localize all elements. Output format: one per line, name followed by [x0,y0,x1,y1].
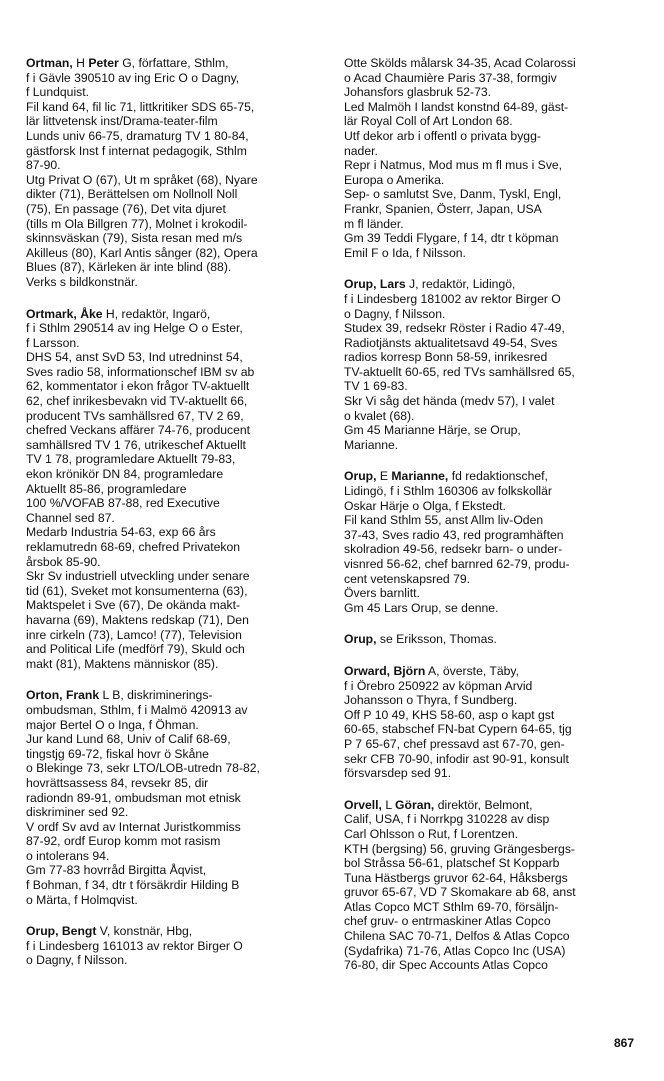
entry-heading [26,307,298,322]
entry-name: Orup, [344,469,377,484]
biography-entry [344,798,616,973]
entry-line: o intolerans 94. [26,848,110,863]
entry-line: lär littvetensk inst/Drama-teater-film [26,114,218,129]
entry-line: tingstjg 69-72, fiskal hovr ö Skåne [26,746,209,761]
biography-entry [344,632,616,647]
entry-line: TV-aktuellt 60-65, red TVs samhällsred 65, [344,364,575,379]
entry-line: makt (81), Maktens människor (85). [26,656,219,671]
entry-line: diskriminer sed 92. [26,805,129,820]
entry-line: m fl länder. [344,216,404,231]
entry-name: Orup, Lars [344,277,406,292]
entry-line: sekr CFB 70-90, infodir ast 90-91, konsult [344,751,569,766]
entry-line: o Blekinge 73, sekr LTO/LOB-utredn 78-82, [26,761,260,776]
entry-line: 100 %/VOFAB 87-88, red Executive [26,496,220,511]
entry-line: radiondn 89-91, ombudsman mot etnisk [26,790,241,805]
entry-line: major Bertel O o Inga, f Öhman. [26,717,199,732]
entry-line: 62, chef inrikesbevakn vid TV-aktuellt 66, [26,394,248,409]
entry-line: gästforsk Inst f internat pedagogik, Sthlm [26,143,247,158]
entry-heading-text: V, konstnär, Hbg, [96,924,193,939]
entry-line: Atlas Copco MCT Sthlm 69-70, försäljn- [344,899,559,914]
entry-line: 37-43, Sves radio 43, red programhäften [344,527,564,542]
biography-entry [26,56,298,290]
entry-line: Lunds univ 66-75, dramaturg TV 1 80-84, [26,128,249,143]
entry-line: Verks s bildkonstnär. [26,274,138,289]
entry-line: Blues (87), Kärleken är inte blind (88). [26,260,232,275]
entry-line: nader. [344,143,378,158]
entry-heading-text: H [72,56,89,70]
entry-line: reklamutredn 68-69, chefred Privatekon [26,540,241,554]
entry-line: Gm 45 Lars Orup, se denne. [344,600,499,615]
entry-line: V ordf Sv avd av Internat Juristkommiss [26,819,241,834]
entry-line: Aktuellt 85-86, programledare [26,481,187,496]
entry-heading [344,632,616,647]
entry-name: Göran, [395,797,435,812]
entry-line: Övers barnlitt. [344,586,420,601]
entry-line: (tills m Ola Billgren 77), Molnet i krokodil- [26,216,248,231]
biography-entry [26,688,298,907]
entry-line: o kvalet (68). [344,408,415,423]
entry-name: Marianne, [391,469,449,484]
entry-heading [344,469,616,484]
entry-line: Europa o Amerika. [344,172,445,187]
biography-entry [26,924,298,968]
entry-heading [26,688,298,703]
entry-line: dikter (71), Berättelsen om Nollnoll Noll [26,187,238,202]
entry-heading-text: fd redaktionschef, [448,469,548,484]
entry-line: and Political Life (medförf 79), Skuld och [26,642,245,657]
entry-line: o Acad Chaumière Paris 37-38, formgiv [344,70,557,85]
entry-line: Johansfors glasbruk 52-73. [344,85,492,100]
entry-line: Radiotjänsts aktualitetsavd 49-54, Sves [344,335,558,350]
entry-line: Channel sed 87. [26,510,115,525]
entry-name: Peter [88,56,119,70]
entry-line: (Sydafrika) 71-76, Atlas Copco Inc (USA) [344,943,566,958]
entry-line: Repr i Natmus, Mod mus m fl mus i Sve, [344,158,563,173]
entry-line: lär Royal Coll of Art London 68. [344,114,513,129]
entry-line: Lidingö, f i Sthlm 160306 av folkskollär [344,484,552,499]
entry-line: producent TVs samhällsred 67, TV 2 69, [26,408,244,423]
page-number: 867 [613,1036,634,1050]
entry-line: Marianne. [344,437,399,452]
biography-entry [344,469,616,615]
entry-line: Chilena SAC 70-71, Delfos & Atlas Copco [344,929,570,944]
entry-name: Ortmark, Åke [26,306,103,321]
entry-line: Gm 45 Marianne Härje, se Orup, [344,423,521,438]
entry-line: f Lundquist. [26,85,90,100]
entry-heading [344,277,616,292]
entry-line: 60-65, stabschef FN-bat Cypern 64-65, tjg [344,722,572,737]
entry-heading-text: L B, diskriminerings- [99,688,213,703]
entry-name: Orton, Frank [26,688,100,703]
entry-line: f i Lindesberg 161013 av rektor Birger O [26,938,243,953]
entry-line: Oskar Härje o Olga, f Ekstedt. [344,498,506,513]
entry-line: f i Lindesberg 181002 av rektor Birger O [344,291,561,306]
entry-heading-text: J, redaktör, Lidingö, [405,277,516,292]
entry-line: f i Sthlm 290514 av ing Helge O o Ester, [26,321,243,336]
entry-name: Ortman, [26,56,73,70]
entry-line: skolradion 49-56, redsekr barn- o under- [344,542,563,557]
entry-name: Orup, Bengt [26,924,97,939]
entry-heading-text: E [376,469,392,484]
entry-line: Sves radio 58, informationschef IBM sv ab [26,364,255,379]
entry-line: Frankr, Spanien, Österr, Japan, USA [344,201,542,216]
column-left [26,56,298,985]
entry-heading-text: A, överste, Täby, [425,663,519,678]
entry-name: Orvell, [344,797,382,812]
entry-line: Medarb Industria 54-63, exp 66 års [26,525,216,540]
biography-entry [344,664,616,781]
entry-line: samhällsred TV 1 76, utrikeschef Aktuellt [26,437,246,452]
entry-line: visnred 56-62, chef barnred 62-79, produ- [344,557,570,571]
entry-heading-text: G, författare, Sthlm, [118,56,229,70]
entry-line: TV 1 78, programledare Aktuellt 79-83, [26,452,236,467]
entry-line: inre cirkeln (73), Lamco! (77), Television [26,627,242,642]
biography-entry [344,277,616,452]
entry-line: radios korresp Bonn 58-59, inrikesred [344,350,548,365]
entry-heading [26,56,298,71]
entry-heading [344,798,616,813]
entry-line: Utf dekor arb i offentl o privata bygg- [344,128,541,143]
entry-line: bol Stråssa 56-61, platschef St Kopparb [344,856,560,871]
entry-line: Gm 39 Teddi Flygare, f 14, dtr t köpman [344,231,559,246]
entry-line: Fil kand 64, fil lic 71, littkritiker SDS 65-75, [26,99,255,114]
entry-line: f Larsson. [26,335,80,350]
entry-heading-text: L [381,797,396,812]
entry-line: f i Örebro 250922 av köpman Arvid [344,678,533,693]
entry-line: Jur kand Lund 68, Univ of Calif 68-69, [26,732,231,747]
entry-line: cent vetenskapsred 79. [344,571,471,586]
entry-line: f Bohman, f 34, dtr t försäkrdir Hilding B [26,878,240,893]
entry-line: Skr Vi såg det hända (medv 57), I valet [344,394,555,409]
entry-line: f i Gävle 390510 av ing Eric O o Dagny, [26,70,240,85]
entry-line: o Märta, f Holmqvist. [26,892,138,907]
entry-line: Emil F o Ida, f Nilsson. [344,245,466,260]
entry-line: Utg Privat O (67), Ut m språket (68), Nyare [26,172,258,187]
biography-entry [26,307,298,672]
entry-line: Akilleus (80), Karl Antis sånger (82), Opera [26,245,258,260]
entry-heading [26,924,298,939]
entry-line: Carl Ohlsson o Rut, f Lorentzen. [344,826,519,841]
entry-line: Studex 39, redsekr Röster i Radio 47-49, [344,321,565,336]
entry-line: havarna (69), Maktens redskap (71), Den [26,612,249,627]
entry-line: o Dagny, f Nilsson. [26,953,128,968]
entry-line: Skr Sv industriell utveckling under senare [26,569,250,584]
entry-line: 62, kommentator i ekon frågor TV-aktuellt [26,379,250,394]
entry-line: chefred Veckans affärer 74-76, producent [26,423,251,438]
entry-name: Orward, Björn [344,663,426,678]
entry-line: försvarsdep sed 91. [344,766,452,781]
entry-line: Led Malmöh I landst konstnd 64-89, gäst- [344,99,569,114]
entry-line: Maktspelet i Sve (67), De okända makt- [26,598,241,613]
entry-line: P 7 65-67, chef pressavd ast 67-70, gen- [344,736,565,751]
entry-line: Off P 10 49, KHS 58-60, asp o kapt gst [344,707,555,722]
entry-line: (75), En passage (76), Det vita djuret [26,201,226,216]
entry-heading [344,664,616,679]
entry-name: Orup, [344,632,377,647]
entry-line: årsbok 85-90. [26,554,101,569]
entry-line: Fil kand Sthlm 55, anst Allm liv-Oden [344,513,544,528]
entry-line: Tuna Hästbergs gruvor 62-64, Håksbergs [344,870,568,885]
entry-line: TV 1 69-83. [344,379,408,394]
entry-heading-text: se Eriksson, Thomas. [376,632,497,647]
entry-line: chef gruv- o entrmaskiner Atlas Copco [344,914,551,929]
entry-line: skinnsväskan (79), Sista resan med m/s [26,231,243,246]
entry-line: 87-90. [26,158,61,173]
entry-line: Calif, USA, f i Norrkpg 310228 av disp [344,812,550,827]
entry-line: tid (61), Sveket mot konsumenterna (63), [26,583,248,598]
entry-line: DHS 54, anst SvD 53, Ind utredninst 54, [26,350,243,365]
entry-line: Johansson o Thyra, f Sundberg. [344,693,518,708]
entry-line: 76-80, dir Spec Accounts Atlas Copco [344,958,548,973]
entry-line: ombudsman, Sthlm, f i Malmö 420913 av [26,702,248,717]
entry-heading-text: direktör, Belmont, [434,797,533,812]
entry-line: 87-92, ordf Europ komm mot rasism [26,834,221,849]
entry-line: gruvor 65-67, VD 7 Skomakare ab 68, anst [344,885,576,900]
entry-line: o Dagny, f Nilsson. [344,306,446,321]
entry-line: Otte Skölds målarsk 34-35, Acad Colarossi [344,56,576,70]
entry-line: Gm 77-83 hovrråd Birgitta Åqvist, [26,863,207,878]
biography-entry [344,56,616,260]
entry-line: ekon krönikör DN 84, programledare [26,467,224,482]
entry-line: Sep- o samlutst Sve, Danm, Tyskl, Engl, [344,187,562,202]
entry-heading-text: H, redaktör, Ingarö, [102,306,211,321]
entry-line: hovrättsassess 84, revsekr 85, dir [26,775,209,790]
column-right [344,56,616,990]
entry-line: KTH (bergsing) 56, gruving Grängesbergs- [344,841,575,856]
